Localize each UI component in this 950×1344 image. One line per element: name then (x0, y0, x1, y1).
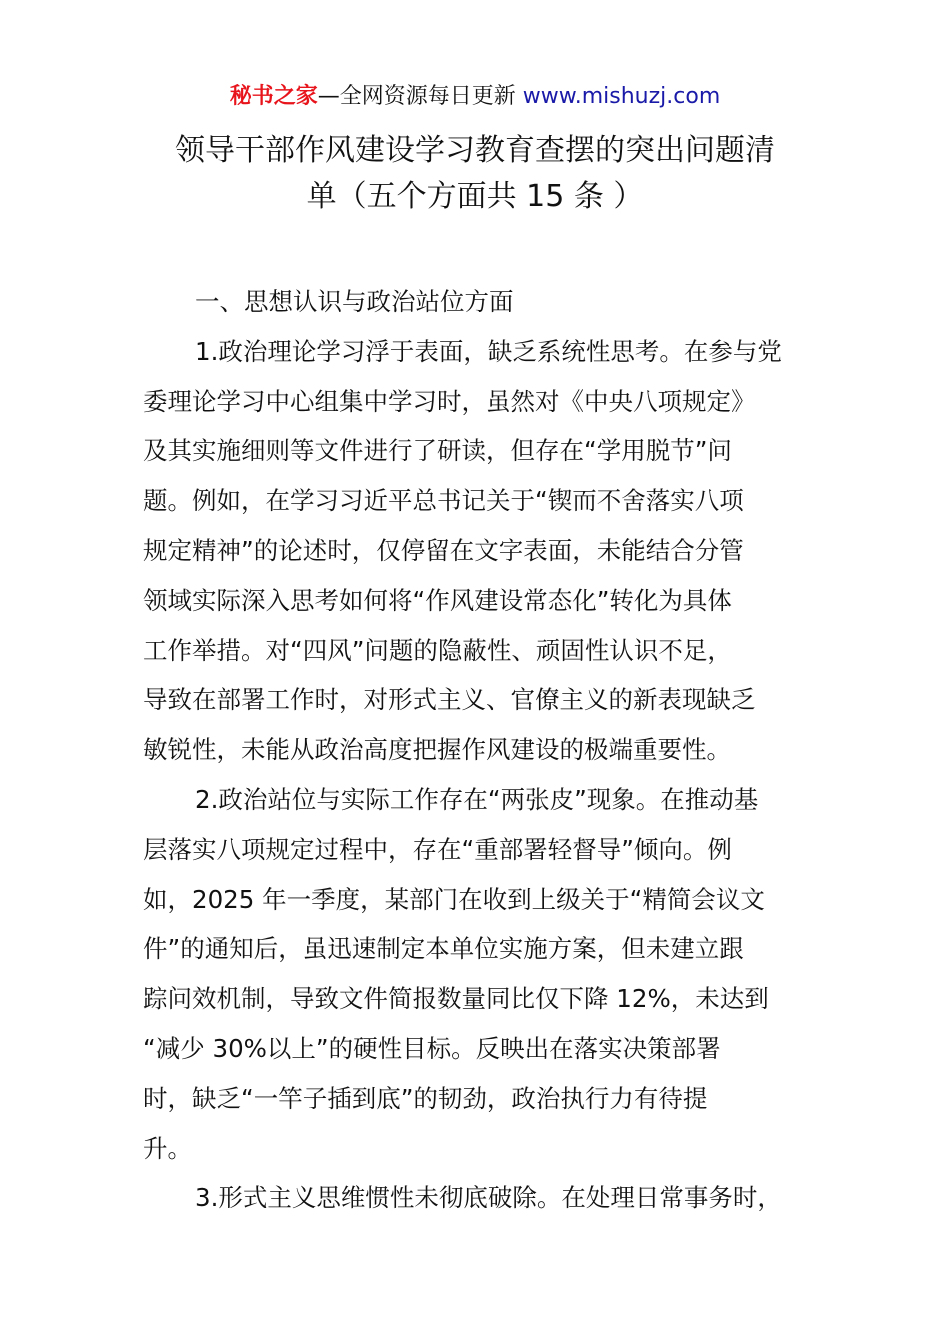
paragraph-line: 3.形式主义思维惯性未彻底破除。在处理日常事务时， (195, 1183, 782, 1213)
paragraph-line: 时，缺乏“一竿子插到底”的韧劲，政治执行力有待提 (143, 1083, 708, 1113)
paragraph-line: 如，2025 年一季度，某部门在收到上级关于“精简会议文 (143, 884, 765, 914)
document-body (143, 277, 813, 1223)
paragraph-line: 踪问效机制，导致文件简报数量同比仅下降 12%，未达到 (143, 984, 769, 1014)
paragraph-line: 升。 (143, 1133, 192, 1163)
paragraph-line: 题。例如，在学习习近平总书记关于“锲而不舍落实八项 (143, 486, 744, 516)
paragraph-line: 委理论学习中心组集中学习时，虽然对《中央八项规定》 (143, 386, 756, 416)
source-header (0, 82, 950, 112)
paragraph-line: 导致在部署工作时，对形式主义、官僚主义的新表现缺乏 (143, 685, 756, 715)
paragraph-line: 及其实施细则等文件进行了研读，但存在“学用脱节”问 (143, 436, 732, 466)
paragraph-line: 1.政治理论学习浮于表面，缺乏系统性思考。在参与党 (195, 336, 782, 366)
section-heading: 一、思想认识与政治站位方面 (195, 287, 514, 316)
title-line-1: 领导干部作风建设学习教育查摆的突出问题清 (175, 133, 775, 168)
paragraph-line: 层落实八项规定过程中，存在“重部署轻督导”倾向。例 (143, 834, 732, 864)
paragraph-line: 2.政治站位与实际工作存在“两张皮”现象。在推动基 (195, 784, 759, 814)
paragraph-line: “减少 30%以上”的硬性目标。反映出在落实决策部署 (143, 1033, 721, 1063)
paragraph-line: 敏锐性，未能从政治高度把握作风建设的极端重要性。 (143, 735, 731, 765)
header-tagline: —全网资源每日更新 (317, 84, 516, 109)
paragraph-line: 件”的通知后，虽迅速制定本单位实施方案，但未建立跟 (143, 934, 744, 964)
document-title (0, 128, 950, 220)
site-url-link[interactable]: www.mishuzj.com (522, 84, 721, 109)
title-line-2: 单（五个方面共 15 条 ） (306, 179, 644, 214)
paragraph-line: 工作举措。对“四风”问题的隐蔽性、顽固性认识不足， (143, 635, 732, 665)
paragraph-line: 领域实际深入思考如何将“作风建设常态化”转化为具体 (143, 585, 732, 615)
paragraph-line: 规定精神”的论述时，仅停留在文字表面，未能结合分管 (143, 535, 744, 565)
brand-logo-text: 秘书之家 (229, 84, 318, 109)
